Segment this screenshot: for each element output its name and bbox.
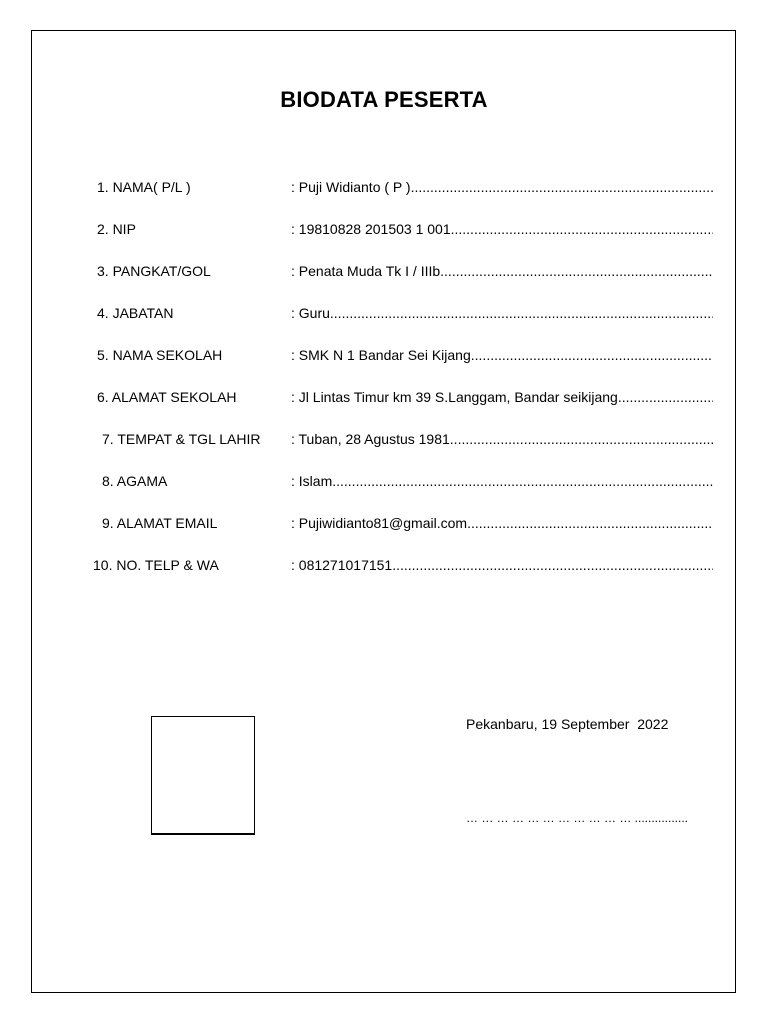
field-value-pangkat: : Penata Muda Tk I / IIIb .....	[291, 261, 713, 281]
field-label-nama-sekolah: 5. NAMA SEKOLAH	[97, 347, 223, 363]
field-label-telp: 10. NO. TELP & WA	[93, 557, 219, 573]
field-value-nip: : 19810828 201503 1 001 .....	[291, 219, 713, 239]
document-title: BIODATA PESERTA	[280, 87, 488, 112]
field-label-alamat-sekolah: 6. ALAMAT SEKOLAH	[97, 389, 237, 405]
field-value-nama: : Puji Widianto ( P ) .....	[291, 177, 713, 197]
field-value-tempat-tgl-lahir: : Tuban, 28 Agustus 1981 .....	[291, 429, 713, 449]
field-label-jabatan: 4. JABATAN	[97, 305, 174, 321]
field-label-tempat-tgl-lahir: 7. TEMPAT & TGL LAHIR	[102, 431, 261, 447]
field-value-nama-sekolah: : SMK N 1 Bandar Sei Kijang .....	[291, 345, 713, 365]
photo-box	[151, 716, 255, 835]
field-label-agama: 8. AGAMA	[102, 473, 168, 489]
field-label-pangkat: 3. PANGKAT/GOL	[97, 263, 211, 279]
field-value-agama: : Islam .....	[291, 471, 713, 491]
page-frame	[31, 30, 736, 993]
field-label-nip: 2. NIP	[97, 221, 136, 237]
signature-place-date: Pekanbaru, 19 September 2022	[466, 716, 669, 732]
signature-name-line: … … … … … … … … … … … ................	[466, 811, 689, 825]
field-label-nama: 1. NAMA( P/L )	[97, 179, 191, 195]
field-value-telp: : 081271017151 .....	[291, 555, 713, 575]
field-label-email: 9. ALAMAT EMAIL	[102, 515, 218, 531]
field-value-jabatan: : Guru .....	[291, 303, 713, 323]
field-value-email: : Pujiwidianto81@gmail.com .....	[291, 513, 713, 533]
field-value-alamat-sekolah: : Jl Lintas Timur km 39 S.Langgam, Bandar seikijang .....	[291, 387, 713, 407]
